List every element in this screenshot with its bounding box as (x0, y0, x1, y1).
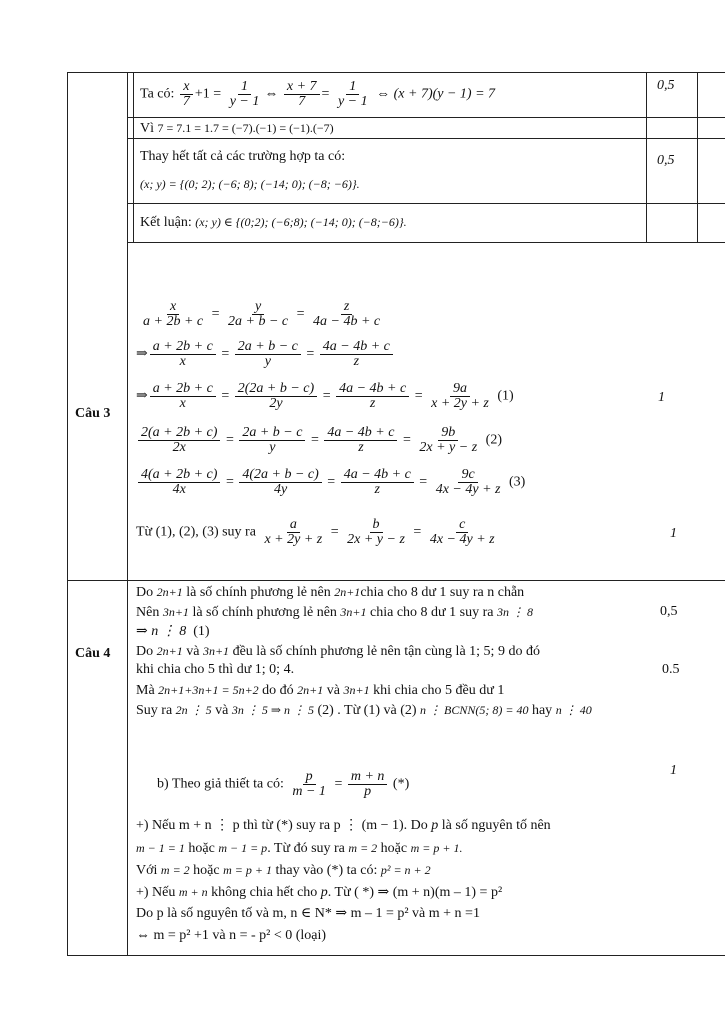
partb-intro: b) Theo giả thiết ta có: $\frac{p}{m - 1}$ = $\frac{m + n}{p}$ (*) (157, 769, 410, 799)
ratio-equation-4: $\frac{2(a + 2b + c)}{2x}$ = $\frac{2a + b - c}{y}$ = $\frac{4a - 4b + c}{z}$ = $\frac{9b}{2x + y - z}$ (2) (136, 426, 502, 455)
score-column-border (697, 72, 698, 242)
cau4-line-4: Do 2n+1 và 3n+1 đều là số chính phương lẻ nên tận cùng là 1; 5; 9 do đó (136, 644, 540, 659)
row-divider (128, 138, 725, 139)
question-label-4: Câu 4 (75, 646, 111, 661)
score-part2-2: 1 (670, 526, 677, 541)
table-top-border (67, 72, 725, 73)
partb-line-6: ⇔ m = p² +1 và n = - p² < 0 (loại) (136, 928, 327, 943)
row-divider (128, 117, 725, 118)
cau4-line-5: khi chia cho 5 thì dư 1; 0; 4. (136, 662, 295, 677)
equation-row-1: Ta có: $\frac{x}{7}$ +1 = $\frac{1}{y - 1}$ ⇔ $\frac{x + 7}{7}$ = $\frac{1}{y - 1}$ ⇔ (x + 7)(y − 1) = 7 (140, 79, 496, 109)
ratio-equation-2: ⇒ $\frac{a + 2b + c}{x}$ = $\frac{2a + b - c}{y}$ = $\frac{4a - 4b + c}{z}$ (136, 340, 395, 369)
equation-row-2: Vì 7 = 7.1 = 1.7 = (−7).(−1) = (−1).(−7) (140, 121, 334, 136)
score-row-1: 0,5 (657, 78, 675, 93)
section-divider (67, 580, 725, 581)
ratio-equation-1: $\frac{x}{a + 2b + c}$ = $\frac{y}{2a + b - c}$ = $\frac{z}{4a - 4b + c}$ (143, 299, 381, 329)
cau4-line-3: ⇒ n ⋮ 8 (1) (136, 624, 210, 639)
cau4-line-1: Do 2n+1 là số chính phương lẻ nên 2n+1chia cho 8 dư 1 suy ra n chẵn (136, 585, 525, 600)
score-cau4-2: 0.5 (662, 662, 680, 677)
partb-line-4: +) Nếu m + n không chia hết cho p. Từ ( *) ⇒ (m + n)(m – 1) = p² (136, 885, 503, 900)
question-label-3: Câu 3 (75, 406, 111, 421)
label-column-border (127, 72, 128, 956)
cau4-line-7: Suy ra 2n ⋮ 5 và 3n ⋮ 5 ⇒ n ⋮ 5 (2) . Từ (1) và (2) n ⋮ BCNN(5; 8) = 40 hay n ⋮ 40 (136, 703, 592, 718)
score-column-border (646, 72, 647, 242)
partb-line-2: m − 1 = 1 hoặc m − 1 = p. Từ đó suy ra m = 2 hoặc m = p + 1. (136, 841, 463, 856)
table-bottom-border (67, 955, 725, 956)
partb-line-3: Với m = 2 hoặc m = p + 1 thay vào (*) ta có: p² = n + 2 (136, 863, 431, 878)
score-row-3: 0,5 (657, 153, 675, 168)
inner-column-border (133, 72, 134, 242)
cases-result: (x; y) = {(0; 2); (−6; 8); (−14; 0); (−8; −6)}. (140, 177, 360, 191)
cau4-line-6: Mà 2n+1+3n+1 = 5n+2 do đó 2n+1 và 3n+1 khi chia cho 5 đều dư 1 (136, 683, 505, 698)
row-divider (128, 242, 725, 243)
cau4-line-2: Nên 3n+1 là số chính phương lẻ nên 3n+1 chia cho 8 dư 1 suy ra 3n ⋮ 8 (136, 605, 533, 620)
score-cau4-3: 1 (670, 763, 677, 778)
score-cau4-1: 0,5 (660, 604, 678, 619)
score-part2-1: 1 (658, 390, 665, 405)
ratio-conclusion: Từ (1), (2), (3) suy ra $\frac{a}{x + 2y + z}$ = $\frac{b}{2x + y - z}$ = $\frac{c}{4x - 4y + z}$ (136, 517, 495, 547)
ratio-equation-5: $\frac{4(a + 2b + c)}{4x}$ = $\frac{4(2a + b - c)}{4y}$ = $\frac{4a - 4b + c}{z}$ = $\frac{9c}{4x - 4y + z}$ (3) (136, 468, 525, 497)
conclusion-row: Kết luận: (x; y) ∈ {(0;2); (−6;8); (−14; 0); (−8;−6)}. (140, 215, 407, 230)
row-divider (128, 203, 725, 204)
partb-line-1: +) Nếu m + n ⋮ p thì từ (*) suy ra p ⋮ (m − 1). Do p là số nguyên tố nên (136, 818, 551, 833)
table-left-border (67, 72, 68, 956)
ratio-equation-3: ⇒ $\frac{a + 2b + c}{x}$ = $\frac{2(2a + b - c)}{2y}$ = $\frac{4a - 4b + c}{z}$ = $\frac{9a}{x + 2y + z}$ (1) (136, 381, 514, 411)
partb-line-5: Do p là số nguyên tố và m, n ∈ N* ⇒ m – 1 = p² và m + n =1 (136, 906, 480, 921)
cases-text: Thay hết tất cả các trường hợp ta có: (140, 149, 346, 164)
